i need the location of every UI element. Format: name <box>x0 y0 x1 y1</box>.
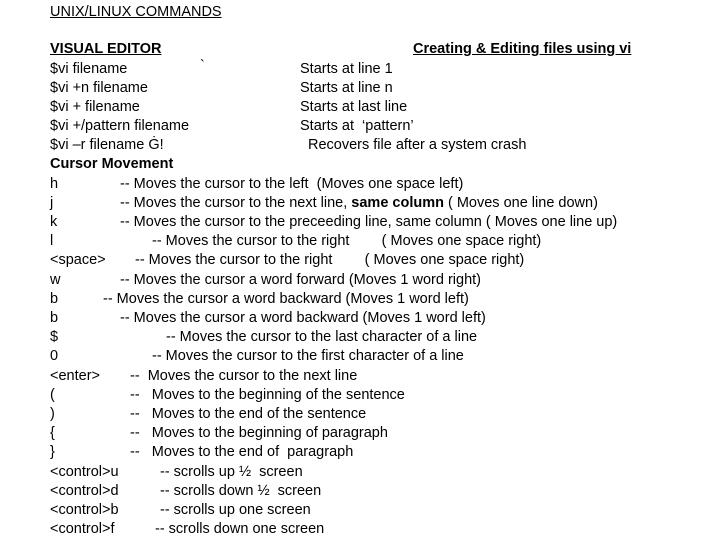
key-desc <box>120 195 598 212</box>
vi-command: $vi +n filename <box>50 80 148 96</box>
key-desc: -- scrolls down one screen <box>155 521 325 537</box>
vi-command: $vi +/pattern filename <box>50 118 190 134</box>
vi-command: $vi filename <box>50 61 128 77</box>
stray-mark: ` <box>200 58 205 74</box>
key-desc-emphasis: same column <box>351 195 444 211</box>
key-label: h <box>50 176 59 192</box>
vi-command-desc: Starts at last line <box>300 99 408 115</box>
key-desc: -- Moves to the beginning of paragraph <box>130 425 388 441</box>
key-label: { <box>50 425 55 441</box>
vi-command-desc: Starts at line 1 <box>300 61 393 77</box>
visual-editor-subheading: Creating & Editing files using vi <box>413 41 632 57</box>
key-desc: -- Moves the cursor a word forward (Moves 1 word right) <box>120 272 481 288</box>
key-desc: -- Moves the cursor a word backward (Moves 1 word left) <box>103 291 469 307</box>
key-label: <control>d <box>50 483 119 499</box>
key-label: <space> <box>50 252 106 268</box>
key-desc: -- Moves the cursor to the right ( Moves one space right) <box>135 252 525 268</box>
vi-command: $vi + filename <box>50 99 140 115</box>
document-title: UNIX/LINUX COMMANDS <box>50 4 222 20</box>
key-label: ( <box>50 387 55 403</box>
vi-command-desc: Starts at line n <box>300 80 393 96</box>
key-desc: -- Moves the cursor a word backward (Moves 1 word left) <box>120 310 486 326</box>
key-label: } <box>50 444 55 460</box>
key-desc: -- Moves the cursor to the left (Moves one space left) <box>120 176 464 192</box>
key-desc: -- Moves the cursor to the first character of a line <box>152 348 464 364</box>
key-desc: -- Moves the cursor to the right ( Moves one space right) <box>152 233 542 249</box>
key-desc: -- scrolls up ½ screen <box>160 464 303 480</box>
key-label: <enter> <box>50 368 100 384</box>
key-label: j <box>50 195 54 211</box>
key-label: <control>b <box>50 502 119 518</box>
key-desc: -- Moves to the end of the sentence <box>130 406 367 422</box>
key-label: k <box>50 214 58 230</box>
key-label: <control>f <box>50 521 115 537</box>
key-label: <control>u <box>50 464 119 480</box>
key-label: w <box>50 272 61 288</box>
key-label: l <box>50 233 54 249</box>
key-label: b <box>50 310 59 326</box>
key-desc: -- scrolls up one screen <box>160 502 311 518</box>
vi-command-desc: Recovers file after a system crash <box>308 137 527 153</box>
key-desc: -- scrolls down ½ screen <box>160 483 322 499</box>
key-desc: -- Moves the cursor to the next line <box>130 368 358 384</box>
vi-command-desc: Starts at ‘pattern’ <box>300 118 414 134</box>
key-label: b <box>50 291 59 307</box>
visual-editor-heading: VISUAL EDITOR <box>50 41 162 57</box>
vi-command: $vi –r filename Ġ! <box>50 137 164 153</box>
key-desc: -- Moves the cursor to the last character of a line <box>166 329 478 345</box>
key-desc-text: ( Moves one line down) <box>443 195 598 211</box>
cursor-movement-heading: Cursor Movement <box>50 156 174 172</box>
key-label: $ <box>50 329 59 345</box>
key-label: 0 <box>50 348 59 364</box>
key-desc: -- Moves the cursor to the preceeding line, same column ( Moves one line up) <box>120 214 618 230</box>
key-label: ) <box>50 406 55 422</box>
key-desc: -- Moves to the beginning of the sentence <box>130 387 405 403</box>
key-desc: -- Moves to the end of paragraph <box>130 444 354 460</box>
key-desc-text: -- Moves the cursor to the next line, <box>120 195 352 211</box>
